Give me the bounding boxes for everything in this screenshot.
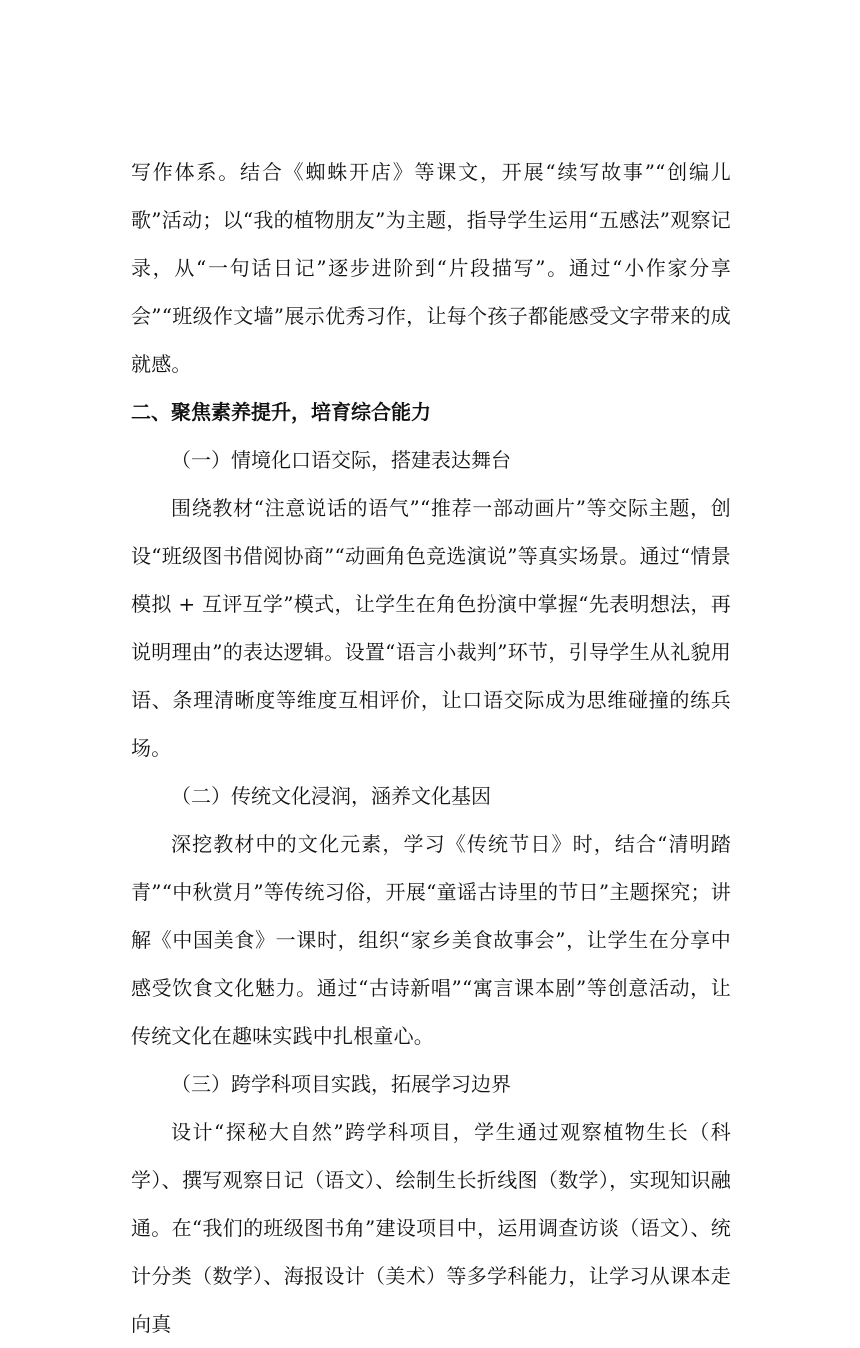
subheading-oral-communication: （一）情境化口语交际，搭建表达舞台 — [171, 448, 511, 472]
subheading-interdisciplinary: （三）跨学科项目实践，拓展学习边界 — [171, 1072, 511, 1096]
document-body — [131, 148, 731, 1348]
section-heading-2: 二、聚焦素养提升，培育综合能力 — [131, 400, 431, 424]
paragraph-writing-system: 写作体系。结合《蜘蛛开店》等课文，开展“续写故事”“创编儿歌”活动；以“我的植物朋友”为主题，指导学生运用“五感法”观察记录，从“一句话日记”逐步进阶到“片段描写”。通过“小作家分享会”“班级作文墙”展示优秀习作，让每个孩子都能感受文字带来的成就感。 — [131, 160, 731, 376]
paragraph-traditional-culture: 深挖教材中的文化元素，学习《传统节日》时，结合“清明踏青”“中秋赏月”等传统习俗，开展“童谣古诗里的节日”主题探究；讲解《中国美食》一课时，组织“家乡美食故事会”，让学生在分享中感受饮食文化魅力。通过“古诗新唱”“寓言课本剧”等创意活动，让传统文化在趣味实践中扎根童心。 — [131, 832, 731, 1048]
paragraph-interdisciplinary: 设计“探秘大自然”跨学科项目，学生通过观察植物生长（科学）、撰写观察日记（语文）、绘制生长折线图（数学），实现知识融通。在“我们的班级图书角”建设项目中，运用调查访谈（语文）、统计分类（数学）、海报设计（美术）等多学科能力，让学习从课本走向真 — [131, 1120, 731, 1336]
paragraph-oral-communication: 围绕教材“注意说话的语气”“推荐一部动画片”等交际主题，创设“班级图书借阅协商”“动画角色竞选演说”等真实场景。通过“情景模拟 + 互评互学”模式，让学生在角色扮演中掌握“先表明想法，再说明理由”的表达逻辑。设置“语言小裁判”环节，引导学生从礼貌用语、条理清晰度等维度互相评价，让口语交际成为思维碰撞的练兵场。 — [131, 496, 731, 760]
subheading-traditional-culture: （二）传统文化浸润，涵养文化基因 — [171, 784, 491, 808]
